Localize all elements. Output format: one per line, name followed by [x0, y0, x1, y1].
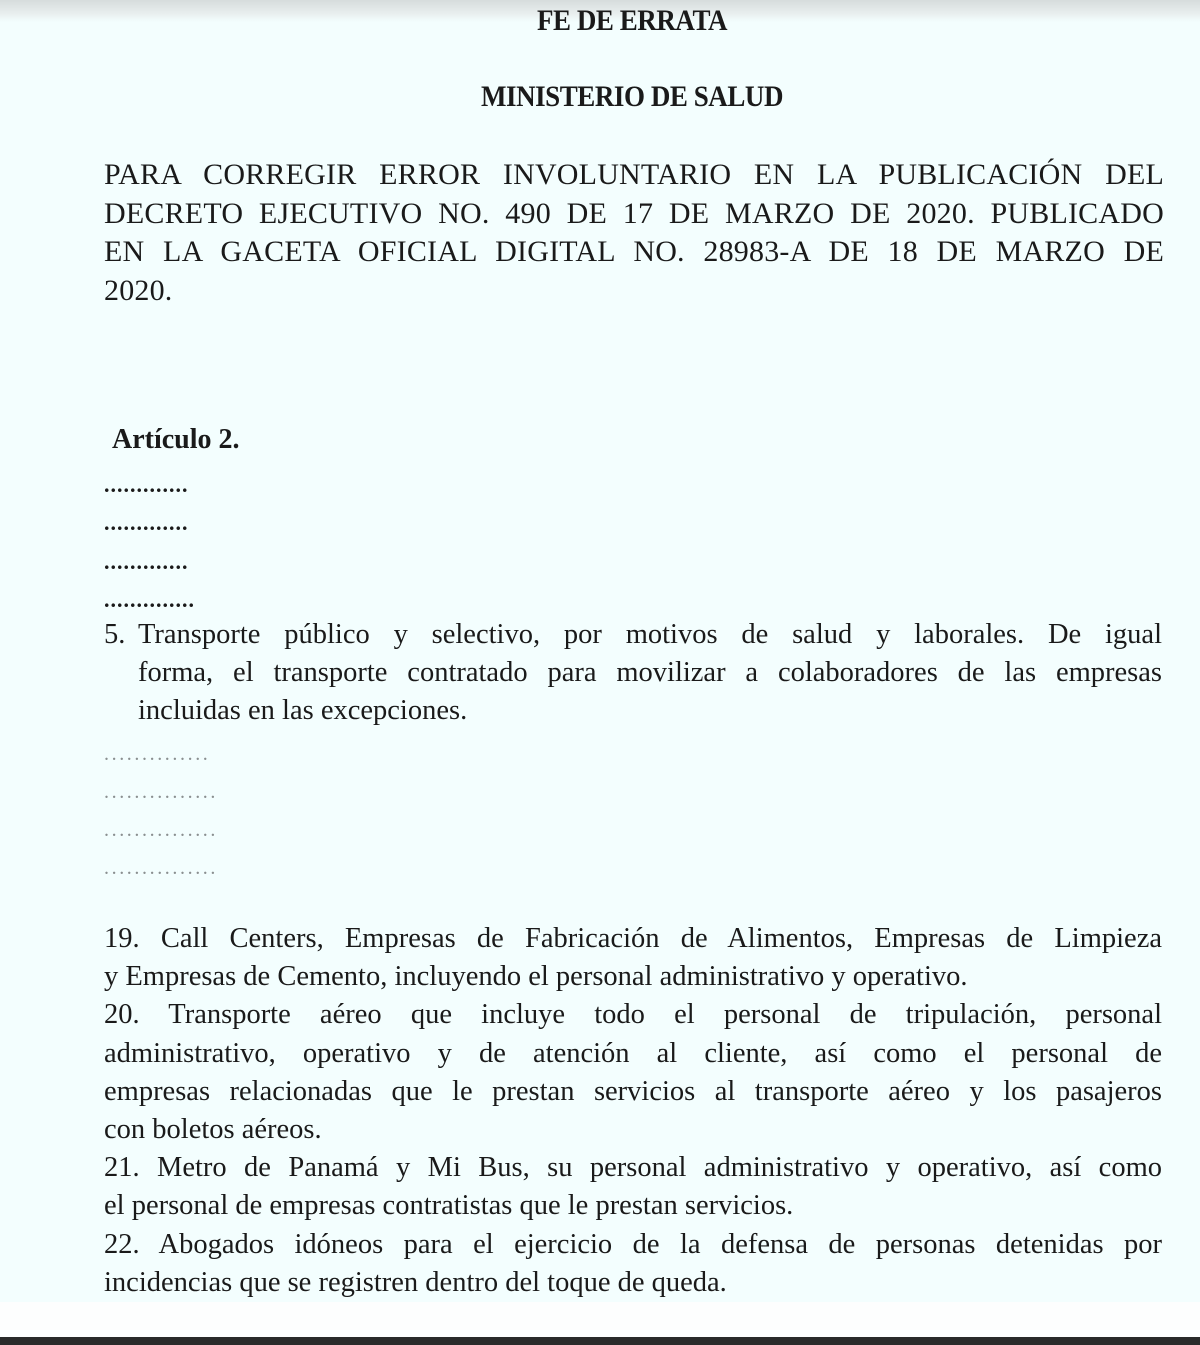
list-item-line: 19. Call Centers, Empresas de Fabricación de Alimentos, Empresas de Limpieza	[104, 923, 1162, 954]
list-item-number: 5.	[104, 619, 126, 650]
intro-line: PARA CORREGIR ERROR INVOLUNTARIO EN LA PUBLICACIÓN DEL	[104, 158, 1164, 191]
list-item-22	[104, 1226, 1162, 1302]
list-item-line: el personal de empresas contratistas que le prestan servicios.	[104, 1190, 794, 1222]
omitted-marker: ..............	[104, 743, 211, 765]
omitted-marker: ...............	[104, 781, 218, 803]
list-item-line: forma, el transporte contratado para movilizar a colaboradores de las empresas	[138, 657, 1162, 688]
list-item-line: incluidas en las excepciones.	[138, 695, 468, 726]
list-item-21	[104, 1149, 1162, 1225]
list-item-line: 5. Transporte público y selectivo, por motivos de salud y laborales. De igual	[104, 616, 1162, 654]
list-item-line: empresas relacionadas que le prestan servicios al transporte aéreo y los pasajeros	[104, 1075, 1162, 1107]
intro-line: DECRETO EJECUTIVO NO. 490 DE 17 DE MARZO DE 2020. PUBLICADO	[104, 196, 1164, 230]
list-item-line: incidencias que se registren dentro del toque de queda.	[104, 1266, 727, 1298]
intro-line: 2020.	[104, 273, 173, 307]
article-heading: Artículo 2.	[112, 424, 240, 455]
omitted-marker: ...............	[104, 857, 218, 879]
exceptions-list	[104, 920, 1162, 1302]
omitted-marker: ..............	[104, 587, 195, 612]
omitted-marker: .............	[104, 472, 189, 497]
document-title: FE DE ERRATA	[536, 4, 728, 37]
list-item-line: y Empresas de Cemento, incluyendo el personal administrativo y operativo.	[104, 961, 968, 993]
issuer-heading: MINISTERIO DE SALUD	[480, 80, 784, 113]
list-item-20	[104, 996, 1162, 1149]
intro-paragraph	[104, 156, 1164, 310]
list-item-line: con boletos aéreos.	[104, 1114, 322, 1146]
omitted-marker: .............	[104, 549, 189, 574]
list-item-5	[104, 616, 1162, 730]
list-item-line: administrativo, operativo y de atención al cliente, así como el personal de	[104, 1037, 1162, 1069]
intro-line: EN LA GACETA OFICIAL DIGITAL NO. 28983-A DE 18 DE MARZO DE	[104, 235, 1164, 268]
list-item-line: 21. Metro de Panamá y Mi Bus, su personal administrativo y operativo, así como	[104, 1152, 1162, 1184]
scan-bottom-edge	[0, 1337, 1200, 1345]
omitted-marker: .............	[104, 510, 189, 535]
scan-bottom-margin	[0, 1302, 1200, 1337]
list-item-line: 22. Abogados idóneos para el ejercicio de la defensa de personas detenidas por	[104, 1228, 1162, 1260]
list-item-19	[104, 920, 1162, 996]
list-item-line: 20. Transporte aéreo que incluye todo el personal de tripulación, personal	[104, 999, 1162, 1031]
omitted-marker: ...............	[104, 819, 218, 841]
